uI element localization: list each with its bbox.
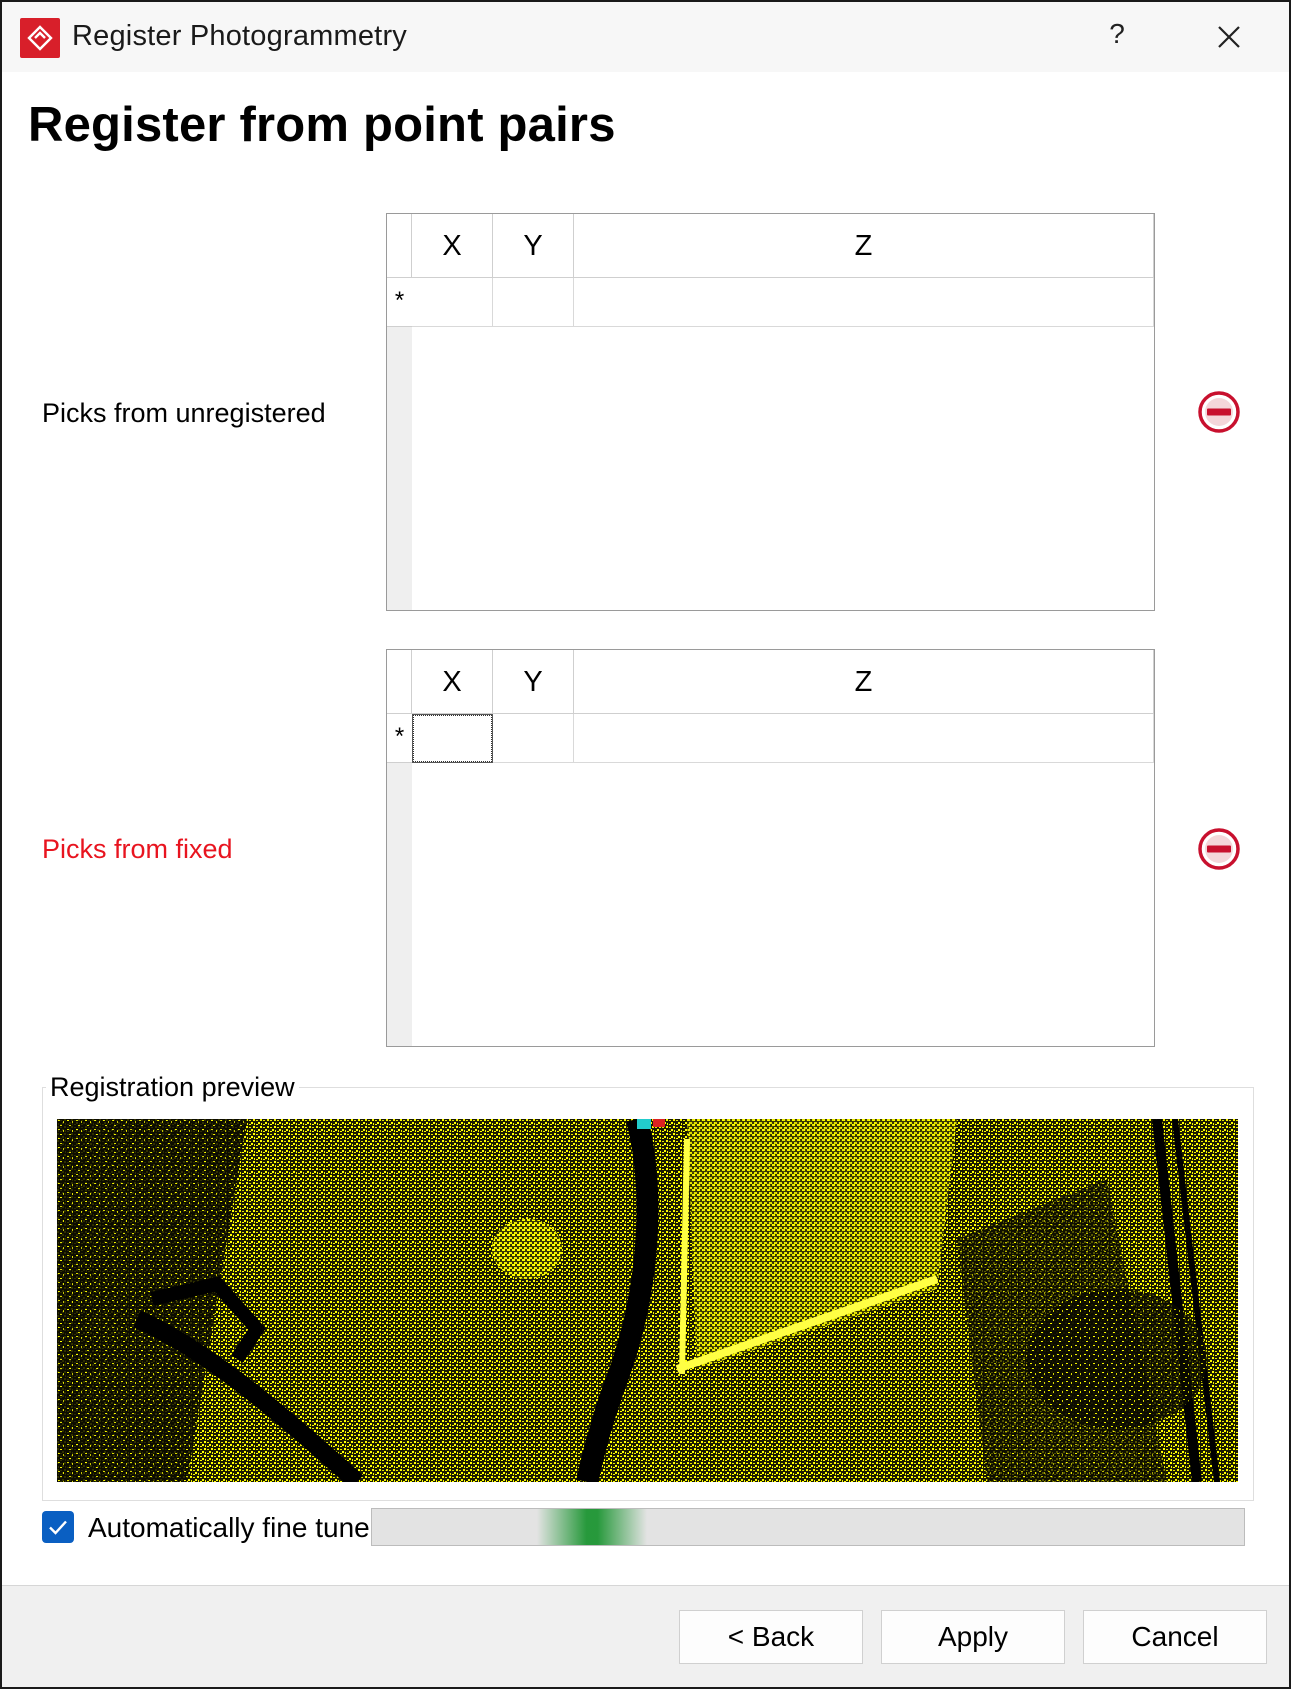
registration-preview-viewport[interactable] <box>57 1119 1238 1482</box>
help-button[interactable]: ? <box>1109 18 1125 49</box>
title-bar <box>2 2 1289 72</box>
row-header-gutter <box>387 278 412 610</box>
column-header-z[interactable]: Z <box>574 650 1154 714</box>
new-row-cell-y[interactable] <box>493 278 574 327</box>
page-title: Register from point pairs <box>28 98 616 152</box>
point-cloud-preview-image <box>57 1119 1238 1482</box>
column-header-y[interactable]: Y <box>493 650 574 714</box>
registration-preview-title: Registration preview <box>46 1072 299 1103</box>
fine-tune-label[interactable]: Automatically fine tune <box>88 1512 370 1543</box>
row-header-gutter <box>387 714 412 1046</box>
fixed-picks-table[interactable] <box>386 649 1155 1047</box>
new-row-cell-x[interactable] <box>412 714 493 763</box>
fine-tune-progress-bar <box>371 1508 1245 1546</box>
fixed-picks-label: Picks from fixed <box>42 834 233 864</box>
back-button[interactable]: < Back <box>679 1610 863 1664</box>
table-corner[interactable] <box>387 214 412 278</box>
unregistered-picks-label: Picks from unregistered <box>42 398 326 428</box>
unregistered-picks-table[interactable] <box>386 213 1155 611</box>
apply-button[interactable]: Apply <box>881 1610 1065 1664</box>
close-button[interactable] <box>1212 20 1246 54</box>
remove-unregistered-pick-button[interactable] <box>1196 389 1242 435</box>
app-logo-icon <box>20 18 60 58</box>
remove-icon <box>1196 389 1242 435</box>
new-row-cell-z[interactable] <box>574 714 1154 763</box>
remove-icon <box>1196 826 1242 872</box>
new-row-cell-y[interactable] <box>493 714 574 763</box>
new-row-cell-x[interactable] <box>412 278 493 327</box>
column-header-x[interactable]: X <box>412 650 493 714</box>
window-title: Register Photogrammetry <box>72 20 407 52</box>
column-header-y[interactable]: Y <box>493 214 574 278</box>
new-row-marker[interactable]: * <box>387 714 412 763</box>
remove-fixed-pick-button[interactable] <box>1196 826 1242 872</box>
new-row-marker[interactable]: * <box>387 278 412 327</box>
column-header-z[interactable]: Z <box>574 214 1154 278</box>
close-icon <box>1212 20 1246 54</box>
table-corner[interactable] <box>387 650 412 714</box>
fine-tune-checkbox[interactable] <box>42 1511 74 1543</box>
checkmark-icon <box>42 1511 74 1543</box>
cancel-button[interactable]: Cancel <box>1083 1610 1267 1664</box>
new-row-cell-z[interactable] <box>574 278 1154 327</box>
progress-busy-indicator <box>537 1509 647 1545</box>
column-header-x[interactable]: X <box>412 214 493 278</box>
